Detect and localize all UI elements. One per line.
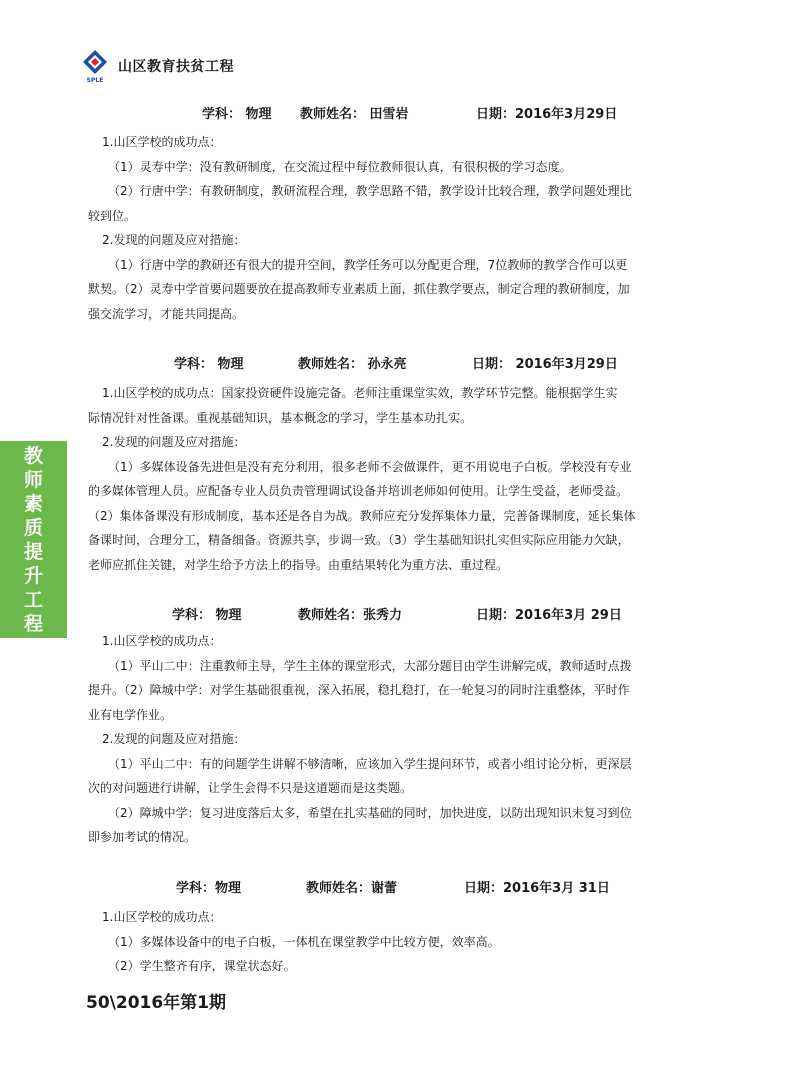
body-line: 2.发现的问题及应对措施： <box>102 732 246 746</box>
body-line: （2）学生整齐有序，课堂状态好。 <box>108 959 296 973</box>
teacher-name: 教师姓名：谢蕾 <box>306 881 398 896</box>
header-title: 山区教育扶贫工程 <box>118 59 234 75</box>
body-line: （2）障城中学：复习进度落后太多，希望在扎实基础的同时，加快进度，以防出现知识未复习到位 <box>108 805 632 820</box>
report-date: 日期：2016年3月 29日 <box>476 608 622 623</box>
body-line: 1.山区学校的成功点： <box>102 634 222 648</box>
page-header <box>80 48 234 84</box>
body-line: 备课时间，合理分工，精备细备。资源共享，步调一致。（3）学生基础知识扎实但实际应用能力欠缺， <box>88 533 630 547</box>
body-line: 1.山区学校的成功点：国家投资硬件设施完备。老师注重课堂实效，教学环节完整。能根据学生实 <box>102 386 618 400</box>
body-line: 强交流学习，才能共同提高。 <box>88 306 245 321</box>
body-line: （1）平山二中：有的问题学生讲解不够清晰，应该加入学生提问环节，或者小组讨论分析，更深层 <box>108 756 632 771</box>
subject-label: 学科： 物理 <box>174 357 244 372</box>
page-footer: 50\2016年第1期 <box>86 993 227 1013</box>
section-header <box>88 103 728 123</box>
body-line: 2.发现的问题及应对措施： <box>102 435 246 449</box>
program-logo <box>80 48 110 84</box>
sidebar-char: 质 <box>23 516 43 539</box>
sidebar-section-tab <box>0 441 67 638</box>
report-date: 日期：2016年3月 31日 <box>464 881 610 896</box>
body-line: （1）灵寿中学：没有教研制度，在交流过程中每位教师很认真，有很积极的学习态度。 <box>108 159 572 174</box>
body-line: 1.山区学校的成功点： <box>102 910 222 924</box>
body-line: （2）行唐中学：有教研制度，教研流程合理，教学思路不错，教学设计比较合理，教学问题处理比 <box>108 184 632 198</box>
section-header <box>88 353 728 373</box>
teacher-name: 教师姓名： 孙永亮 <box>298 357 407 372</box>
sidebar-char: 升 <box>23 564 43 587</box>
body-line: 业有电学作业。 <box>88 707 173 722</box>
subject-label: 学科： 物理 <box>172 608 242 623</box>
body-line: 际情况针对性备课。重视基础知识，基本概念的学习，学生基本功扎实。 <box>88 410 473 425</box>
body-line: （2）集体备课没有形成制度，基本还是各自为战。教师应充分发挥集体力量，完善备课制度，延长集体 <box>88 508 636 523</box>
subject-label: 学科： 物理 <box>202 107 272 122</box>
body-line: 默契。（2）灵寿中学首要问题要放在提高教师专业素质上面，抓住教学要点，制定合理的教研制度，加 <box>88 282 630 296</box>
sidebar-char: 师 <box>23 468 43 491</box>
teacher-name: 教师姓名：张秀力 <box>298 608 403 623</box>
section-header <box>88 877 728 897</box>
sidebar-char: 提 <box>23 540 43 563</box>
body-line: （1）行唐中学的教研还有很大的提升空间，教学任务可以分配更合理，7位教师的教学合作可以更 <box>108 257 628 272</box>
body-line: （1）多媒体设备先进但是没有充分利用，很多老师不会做课件，更不用说电子白板。学校没有专业 <box>108 459 632 474</box>
body-line: 1.山区学校的成功点： <box>102 135 222 149</box>
report-date: 日期：2016年3月29日 <box>476 107 618 122</box>
body-line: 2.发现的问题及应对措施： <box>102 233 246 247</box>
body-line: 即参加考试的情况。 <box>88 830 197 844</box>
sidebar-char: 工 <box>23 588 43 611</box>
body-line: 提升。（2）障城中学：对学生基础很重视，深入拓展，稳扎稳打，在一轮复习的同时注重整体，平时作 <box>88 683 630 697</box>
body-line: （1）平山二中：注重教师主导，学生主体的课堂形式，大部分题目由学生讲解完成，教师适时点拨 <box>108 658 632 673</box>
sidebar-char: 素 <box>23 492 43 515</box>
logo-text: SPLE <box>86 77 104 84</box>
section-header <box>88 604 728 624</box>
body-line: 老师应抓住关键，对学生给予方法上的指导。由重结果转化为重方法、重过程。 <box>88 557 509 572</box>
sidebar-char: 教 <box>23 444 43 467</box>
body-line: 较到位。 <box>88 208 137 223</box>
body-line: 的多媒体管理人员。应配备专业人员负责管理调试设备并培训老师如何使用。让学生受益，老师受益。 <box>88 484 629 498</box>
body-line: 次的对问题进行讲解，让学生会得不只是这道题而是这类题。 <box>88 781 413 795</box>
subject-label: 学科：物理 <box>176 881 242 896</box>
teacher-name: 教师姓名： 田雪岩 <box>300 107 409 122</box>
body-line: （1）多媒体设备中的电子白板，一体机在课堂教学中比较方便，效率高。 <box>108 934 500 949</box>
sidebar-char: 程 <box>23 612 43 635</box>
report-date: 日期： 2016年3月29日 <box>472 357 618 372</box>
